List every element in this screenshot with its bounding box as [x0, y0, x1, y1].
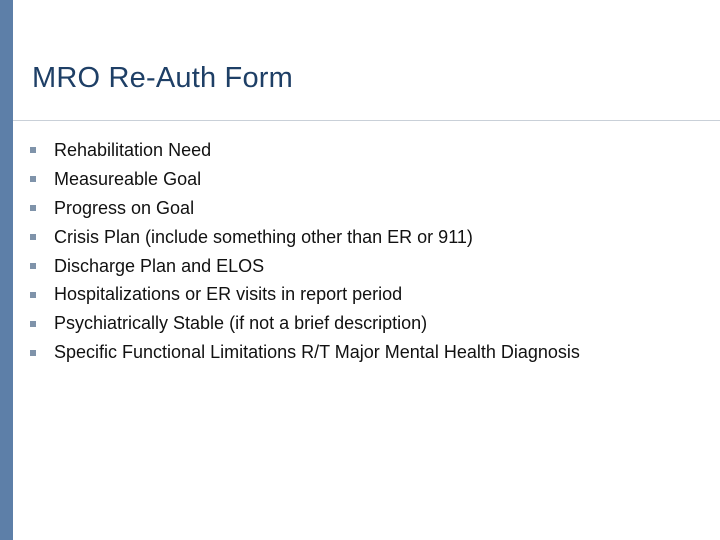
list-item-text: Progress on Goal: [54, 197, 195, 218]
square-bullet-icon: [30, 292, 36, 298]
list-item-text: Measureable Goal: [54, 168, 202, 189]
list-item-text: Specific Functional Limitations R/T Major Mental Health Diagnosis: [54, 342, 580, 363]
list-item: [30, 165, 580, 194]
square-bullet-icon: [30, 234, 36, 240]
slide-title: MRO Re-Auth Form: [32, 62, 294, 94]
list-item-text: Discharge Plan and ELOS: [54, 255, 265, 276]
square-bullet-icon: [30, 176, 36, 182]
list-item: [30, 194, 580, 223]
bullet-list: [30, 136, 580, 367]
list-item: [30, 309, 580, 338]
list-item: [30, 338, 580, 367]
title-divider: [13, 120, 720, 121]
square-bullet-icon: [30, 350, 36, 356]
list-item: [30, 223, 580, 252]
square-bullet-icon: [30, 205, 36, 211]
list-item: [30, 280, 580, 309]
left-accent-bar: [0, 0, 13, 540]
square-bullet-icon: [30, 147, 36, 153]
list-item: [30, 252, 580, 281]
list-item: [30, 136, 580, 165]
list-item-text: Rehabilitation Need: [54, 139, 212, 160]
square-bullet-icon: [30, 263, 36, 269]
list-item-text: Psychiatrically Stable (if not a brief description): [54, 313, 428, 334]
square-bullet-icon: [30, 321, 36, 327]
list-item-text: Crisis Plan (include something other than ER or 911): [54, 226, 473, 247]
list-item-text: Hospitalizations or ER visits in report period: [54, 284, 403, 305]
